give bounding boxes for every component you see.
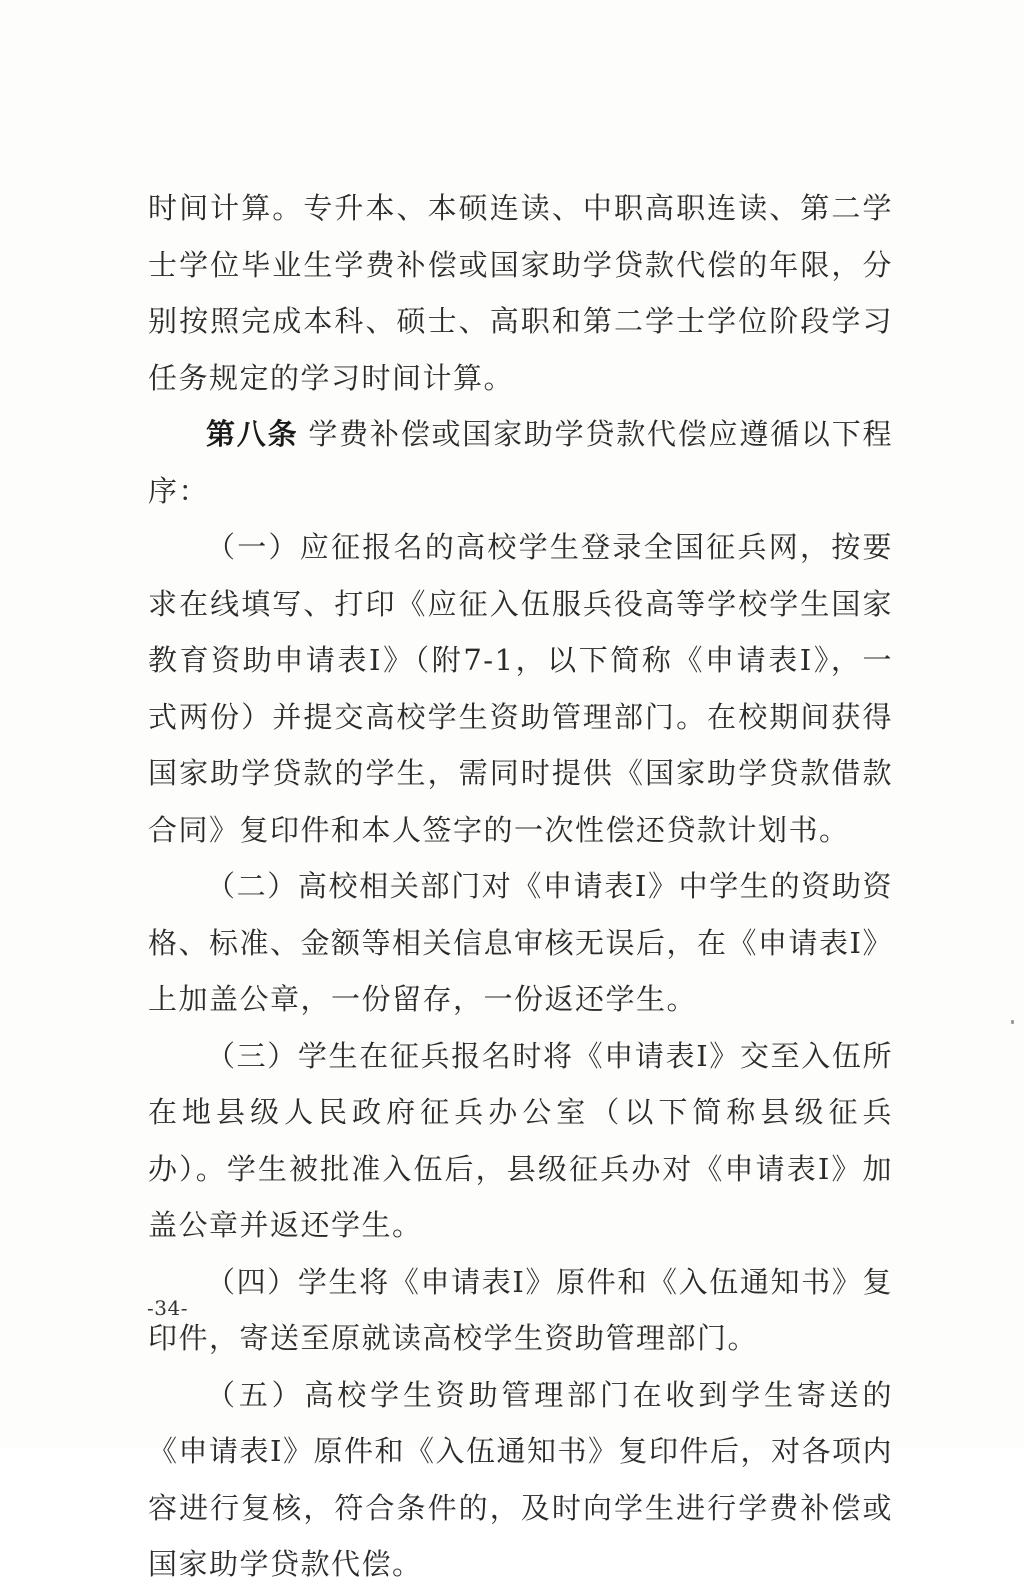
paragraph-text: （二）高校相关部门对《申请表Ⅰ》中学生的资助资格、标准、金额等相关信息审核无误后，在《申请表Ⅰ》上加盖公章，一份留存，一份返还学生。 bbox=[148, 869, 893, 1016]
paragraph-text: （四）学生将《申请表Ⅰ》原件和《入伍通知书》复印件，寄送至原就读高校学生资助管理部门。 bbox=[148, 1264, 893, 1355]
scan-dot-mark bbox=[1011, 1020, 1014, 1024]
document-body bbox=[148, 180, 893, 1593]
paragraph-text: 学费补偿或国家助学贷款代偿应遵循以下程序： bbox=[148, 417, 893, 508]
paragraph-continuation bbox=[148, 180, 893, 406]
paragraph-text: 时间计算。专升本、本硕连读、中职高职连读、第二学士学位毕业生学费补偿或国家助学贷款代偿的年限，分别按照完成本科、硕士、高职和第二学士学位阶段学习任务规定的学习时间计算。 bbox=[148, 191, 893, 395]
paragraph-text: （五）高校学生资助管理部门在收到学生寄送的《申请表Ⅰ》原件和《入伍通知书》复印件后，对各项内容进行复核，符合条件的，及时向学生进行学费补偿或国家助学贷款代偿。 bbox=[148, 1377, 893, 1581]
paragraph-text: （一）应征报名的高校学生登录全国征兵网，按要求在线填写、打印《应征入伍服兵役高等学校学生国家教育资助申请表Ⅰ》（附7-1，以下简称《申请表Ⅰ》，一式两份）并提交高校学生资助管理部门。在校期间获得国家助学贷款的学生，需同时提供《国家助学贷款借款合同》复印件和本人签字的一次性偿还贷款计划书。 bbox=[148, 530, 893, 847]
paragraph-text: （三）学生在征兵报名时将《申请表Ⅰ》交至入伍所在地县级人民政府征兵办公室（以下简称县级征兵办）。学生被批准入伍后，县级征兵办对《申请表Ⅰ》加盖公章并返还学生。 bbox=[148, 1038, 893, 1242]
page-number: -34- bbox=[147, 1296, 188, 1320]
procedure-item-1 bbox=[148, 519, 893, 858]
procedure-item-4 bbox=[148, 1254, 893, 1367]
procedure-item-5 bbox=[148, 1367, 893, 1593]
procedure-item-3 bbox=[148, 1028, 893, 1254]
article-eight-paragraph bbox=[148, 406, 893, 519]
procedure-item-2 bbox=[148, 858, 893, 1028]
article-heading: 第八条 bbox=[206, 417, 299, 451]
